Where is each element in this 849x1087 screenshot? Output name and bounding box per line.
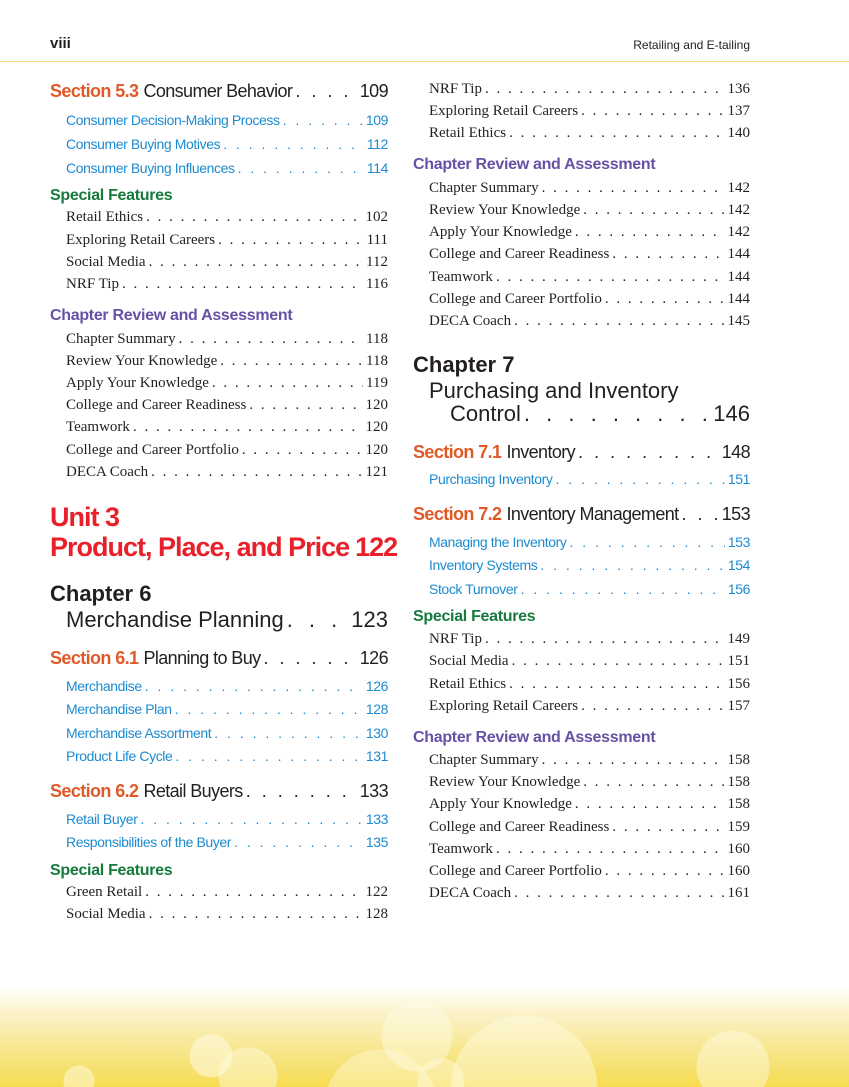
entry-title: Review Your Knowledge [66,353,218,369]
entry-title: DECA Coach [429,313,512,329]
page-number: 142 [727,224,750,240]
page-number: 133 [359,781,388,801]
toc-entry[interactable] [429,677,750,692]
entry-title: Planning to Buy [143,648,261,668]
entry-title: DECA Coach [66,464,149,480]
toc-entry[interactable] [66,255,388,270]
toc-entry[interactable] [429,558,750,572]
page-number: 160 [727,863,750,879]
entry-title: Review Your Knowledge [429,774,581,790]
page-number: 158 [727,796,750,812]
entry-title: Purchasing Inventory [429,471,553,487]
entry-title: Merchandise Planning [66,607,284,632]
page-number: 151 [727,653,750,669]
toc-entry[interactable] [66,885,388,900]
toc-entry[interactable] [66,420,388,435]
dot-leader [175,702,363,716]
entry-title: Retail Ethics [429,676,507,692]
page-number: 112 [366,254,388,270]
page-number: 144 [727,269,750,285]
toc-entry[interactable] [429,842,750,857]
page-number: 111 [366,232,388,248]
dot-leader [605,292,725,307]
page-number: 131 [365,748,388,764]
toc-entry[interactable] [429,82,750,97]
entry-title: Chapter Review and Assessment [50,307,293,324]
dot-leader [212,376,363,391]
toc-entry [429,380,679,402]
dot-leader [682,505,719,523]
entry-title: Exploring Retail Careers [429,103,579,119]
page-number: viii [50,35,71,52]
dot-leader [542,753,725,768]
dot-leader [583,775,724,790]
toc-entry[interactable] [50,532,398,562]
dot-leader [583,203,724,218]
dot-leader [521,582,725,596]
entry-title: College and Career Portfolio [429,863,602,879]
toc-entry[interactable] [429,797,750,812]
toc-entry[interactable] [429,654,750,669]
page-number: 128 [365,701,388,717]
entry-title: Unit 3 [50,502,120,532]
page-number: 156 [727,676,750,692]
toc-entry[interactable] [429,886,750,901]
page-number: 109 [359,81,388,101]
entry-title: College and Career Readiness [429,819,610,835]
toc-entry [413,157,655,173]
section-number: Section 7.1 [413,442,502,462]
toc-entry [50,863,172,879]
section-number: Section 6.1 [50,648,139,668]
page-number: 116 [366,276,388,292]
page-number: 118 [366,353,388,369]
entry-title: Exploring Retail Careers [66,232,216,248]
section-number: Section 6.2 [50,781,139,801]
dot-leader [145,885,362,900]
entry-title: Green Retail [66,884,143,900]
dot-leader [575,225,725,240]
page-number: 148 [721,442,750,462]
toc-entry[interactable] [66,726,388,740]
page-number: 161 [727,885,750,901]
toc-entry [50,583,151,605]
page-number: 137 [727,103,750,119]
toc-entry[interactable] [450,403,750,425]
dot-leader [179,332,363,347]
dot-leader [214,726,363,740]
entry-title: DECA Coach [429,885,512,901]
entry-title: NRF Tip [429,81,482,97]
dot-leader [151,465,362,480]
entry-title: Merchandise [66,678,142,694]
entry-title: Chapter 6 [50,581,152,606]
page-number: 121 [365,464,388,480]
toc-entry[interactable] [66,465,388,480]
page-number: 120 [365,419,388,435]
page-number: 119 [366,375,388,391]
dot-leader [540,558,724,572]
entry-title: College and Career Readiness [429,246,610,262]
toc-entry[interactable] [66,443,388,458]
page-number: 128 [365,906,388,922]
page-number: 149 [727,631,750,647]
dot-leader [581,699,724,714]
toc-entry[interactable] [66,749,388,763]
toc-entry[interactable] [429,753,750,768]
entry-title: College and Career Portfolio [429,291,602,307]
entry-title: Merchandise Assortment [66,725,212,741]
page-number: 144 [727,291,750,307]
toc-entry[interactable] [66,332,388,347]
page-number: 158 [727,774,750,790]
dot-leader [496,270,725,285]
entry-title: Merchandise Plan [66,701,172,717]
toc-entry[interactable] [66,376,388,391]
toc-entry[interactable] [429,104,750,119]
toc-entry[interactable] [429,270,750,285]
toc-entry[interactable] [429,472,750,486]
entry-title: Chapter Review and Assessment [413,729,656,746]
page-number: 102 [365,209,388,225]
dot-leader [514,886,724,901]
dot-leader [509,126,724,141]
page-number: 136 [727,81,750,97]
page-number: 142 [727,202,750,218]
dot-leader [220,354,363,369]
dot-leader [223,137,364,151]
toc-entry[interactable] [413,443,750,461]
dot-leader [264,649,357,667]
dot-leader [175,749,362,763]
toc-entry[interactable] [429,247,750,262]
dot-leader [238,161,364,175]
page-number: 144 [727,246,750,262]
entry-title: Inventory Systems [429,557,538,573]
dot-leader [146,210,362,225]
toc-entry[interactable] [66,609,388,631]
entry-title: Consumer Buying Influences [66,160,235,176]
dot-leader [283,113,363,127]
entry-title: Special Features [50,187,173,204]
toc-entry[interactable] [66,161,388,175]
entry-title: Product, Place, and Price [50,532,350,562]
section-number: Section 7.2 [413,504,502,524]
toc-entry[interactable] [429,775,750,790]
entry-title: Social Media [429,653,509,669]
entry-title: Product Life Cycle [66,748,173,764]
entry-title: Review Your Knowledge [429,202,581,218]
entry-title: Stock Turnover [429,581,518,597]
toc-entry[interactable] [50,782,388,800]
toc-entry[interactable] [429,535,750,549]
toc-entry [413,730,655,746]
dot-leader [149,907,363,922]
dot-leader [581,104,724,119]
toc-entry[interactable] [50,82,388,100]
toc-entry [50,308,292,324]
dot-leader [575,797,725,812]
dot-leader [218,233,363,248]
toc-entry[interactable] [66,210,388,225]
entry-title: Retail Ethics [429,125,507,141]
entry-title: Exploring Retail Careers [429,698,579,714]
entry-title: Social Media [66,254,146,270]
page-number: 109 [365,112,388,128]
dot-leader [524,403,710,425]
toc-entry[interactable] [66,137,388,151]
page-number: 158 [727,752,750,768]
page-number: 156 [727,581,750,597]
toc-entry [413,354,514,376]
page-number: 133 [365,811,388,827]
dot-leader [514,314,724,329]
dot-leader [242,443,363,458]
dot-leader [149,255,363,270]
toc-entry[interactable] [429,699,750,714]
entry-title: Control [450,401,521,426]
entry-title: Chapter Summary [429,752,539,768]
entry-title: Chapter Summary [429,180,539,196]
entry-title: Teamwork [66,419,130,435]
toc-entry[interactable] [66,835,388,849]
entry-title: Retail Buyers [143,781,243,801]
page-number: 126 [359,648,388,668]
dot-leader [249,398,362,413]
dot-leader [145,679,363,693]
entry-title: Teamwork [429,841,493,857]
toc-entry[interactable] [429,820,750,835]
toc-entry[interactable] [66,679,388,693]
entry-title: Consumer Decision-Making Process [66,112,280,128]
dot-leader [485,632,725,647]
page-number: 145 [727,313,750,329]
dot-leader [496,842,725,857]
entry-title: Retail Ethics [66,209,144,225]
entry-title: Inventory [506,442,576,462]
entry-title: Chapter 7 [413,352,515,377]
page-number: 140 [727,125,750,141]
toc-entry[interactable] [429,632,750,647]
toc-entry[interactable] [429,314,750,329]
toc-entry [50,188,172,204]
page-number: 151 [727,471,750,487]
dot-leader [485,82,725,97]
toc-entry[interactable] [413,505,750,523]
dot-leader [556,472,725,486]
dot-leader [122,277,363,292]
dot-leader [509,677,724,692]
entry-title: Managing the Inventory [429,534,567,550]
toc-entry[interactable] [66,113,388,127]
toc-entry[interactable] [66,277,388,292]
dot-leader [605,864,725,879]
page-number: 159 [727,819,750,835]
toc-entry[interactable] [66,398,388,413]
entry-title: Teamwork [429,269,493,285]
page-number: 126 [365,678,388,694]
header-divider [0,61,849,62]
entry-title: Consumer Buying Motives [66,136,221,152]
dot-leader [295,82,356,100]
page-number: 153 [727,534,750,550]
dot-leader [542,181,725,196]
entry-title: College and Career Portfolio [66,442,239,458]
dot-leader [578,443,719,461]
toc-entry[interactable] [66,812,388,826]
toc-entry[interactable] [66,354,388,369]
page-number: 120 [365,397,388,413]
dot-leader [512,654,725,669]
entry-title: Special Features [413,608,536,625]
page-number: 120 [365,442,388,458]
section-number: Section 5.3 [50,81,139,101]
decorative-bubble-band [0,985,849,1087]
entry-title: Apply Your Knowledge [429,796,572,812]
dot-leader [246,782,357,800]
toc-entry[interactable] [429,292,750,307]
page-number: 154 [727,557,750,573]
page-number: 122 [365,884,388,900]
entry-title: Chapter Review and Assessment [413,156,656,173]
toc-entry [413,609,535,625]
page-number: 135 [365,834,388,850]
toc-entry[interactable] [429,181,750,196]
dot-leader [133,420,363,435]
page-number: 130 [365,725,388,741]
page-number: 123 [351,607,388,632]
toc-entry[interactable] [429,203,750,218]
toc-entry[interactable] [429,225,750,240]
entry-title: Special Features [50,862,173,879]
entry-title: Consumer Behavior [143,81,293,101]
page-number: 114 [366,160,388,176]
entry-title: Responsibilities of the Buyer [66,834,232,850]
entry-title: Apply Your Knowledge [66,375,209,391]
entry-title: Inventory Management [506,504,679,524]
entry-title: College and Career Readiness [66,397,247,413]
toc-entry[interactable] [66,233,388,248]
dot-leader [612,247,724,262]
dot-leader [287,609,349,631]
entry-title: NRF Tip [66,276,119,292]
page-number: 112 [366,136,388,152]
toc-entry[interactable] [66,907,388,922]
toc-entry[interactable] [429,126,750,141]
entry-title: Apply Your Knowledge [429,224,572,240]
page-number: 157 [727,698,750,714]
dot-leader [234,835,363,849]
toc-entry [50,504,119,531]
dot-leader [140,812,362,826]
entry-title: NRF Tip [429,631,482,647]
entry-title: Social Media [66,906,146,922]
toc-entry[interactable] [66,702,388,716]
page-number: 146 [713,401,750,426]
toc-entry[interactable] [429,864,750,879]
page-number: 160 [727,841,750,857]
entry-title: Purchasing and Inventory [429,378,679,403]
page-number: 122 [355,532,398,562]
toc-entry[interactable] [50,649,388,667]
dot-leader [612,820,724,835]
page-number: 118 [366,331,388,347]
toc-entry[interactable] [429,582,750,596]
entry-title: Chapter Summary [66,331,176,347]
page-number: 153 [721,504,750,524]
dot-leader [570,535,725,549]
running-title: Retailing and E-tailing [633,38,750,52]
entry-title: Retail Buyer [66,811,138,827]
page-number: 142 [727,180,750,196]
